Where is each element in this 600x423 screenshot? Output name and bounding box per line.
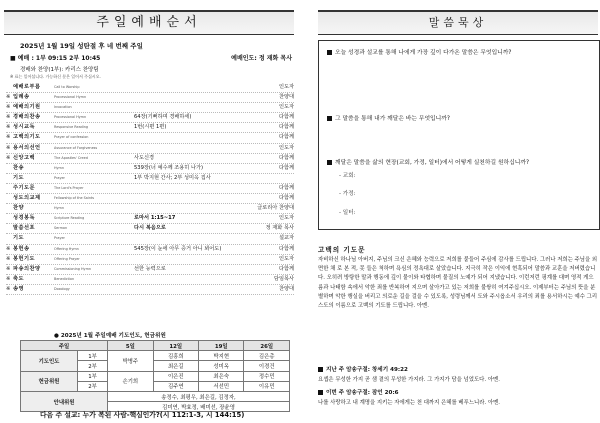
meditation-page <box>306 0 600 423</box>
sub-label: - 가정: <box>339 191 356 197</box>
order-item-leader: 다함께 <box>278 265 294 272</box>
order-item <box>6 204 294 214</box>
order-item-name: 예배로부름 <box>13 84 41 90</box>
order-item-name: 찬송 <box>13 164 25 171</box>
order-item-name: 성시교독 <box>13 124 36 131</box>
order-item-leader: 다함께 <box>278 114 294 121</box>
cell: 김은총 <box>244 351 290 361</box>
question-3 <box>327 157 529 166</box>
order-item <box>6 164 294 174</box>
date-line: 2025년 1월 19일 성탄절 후 네 번째 주일 <box>20 42 143 50</box>
cell: 김주연 <box>153 381 198 391</box>
order-item-name: 파송의찬양 <box>13 265 41 272</box>
cell: 정수민 <box>244 371 290 381</box>
schedule-title: ● 2025년 1월 주일예배 기도인도, 헌금위원 <box>54 333 166 339</box>
order-item-name: 성경봉독 <box>13 215 36 222</box>
order-item-english: Prayer of confession <box>54 135 89 140</box>
standing-mark: ※ <box>6 124 11 131</box>
order-item <box>6 255 294 265</box>
order-item-detail: 1부 박지현 간사; 2부 성미옥 집사 <box>134 174 211 181</box>
order-item-leader: 인도자 <box>278 84 294 90</box>
worship-leader: 예배인도: 정 재화 목사 <box>231 55 292 62</box>
cell: 최은길 <box>153 361 198 371</box>
order-item-name: 입례송 <box>13 94 30 101</box>
order-item <box>6 275 294 285</box>
order-item-english: Responsive Reading <box>54 125 89 130</box>
schedule-header: 주일 <box>21 341 108 351</box>
cell: 김미연, 박효정, 배미선, 장윤영 <box>108 402 290 412</box>
row-sub: 2부 <box>77 381 107 391</box>
row-label: 헌금위원 <box>21 371 78 391</box>
square-bullet-icon <box>327 116 332 121</box>
schedule-table <box>20 340 290 412</box>
order-item-name: 기도 <box>13 235 25 242</box>
order-item <box>6 194 294 204</box>
order-item-english: The Lord's Prayer <box>54 185 84 190</box>
order-item <box>6 83 294 93</box>
this-week-verse: 나를 사랑하고 내 계명을 지키는 자에게는 천 대까지 은혜를 베푸느니라. 아멘. <box>318 400 500 406</box>
praise-team: 경배와 찬양(1부): 카리스 찬양팀 <box>20 67 99 73</box>
standing-mark: ※ <box>6 144 11 151</box>
order-item-leader: 다함께 <box>278 154 294 161</box>
order-item-english: Call to Worship <box>54 85 80 89</box>
order-item-name: 봉헌기도 <box>13 255 36 262</box>
schedule-header: 26일 <box>244 341 290 351</box>
order-item <box>6 133 294 143</box>
order-item <box>6 285 294 295</box>
this-week-verse-heading <box>318 388 399 396</box>
cell: 박지현 <box>199 351 244 361</box>
service-info <box>10 53 292 62</box>
last-week-verse-heading <box>318 365 408 373</box>
order-item <box>6 224 294 234</box>
question-text: 오늘 성경과 설교를 통해 나에게 가장 깊이 다가온 말씀은 무엇입니까? <box>335 50 512 56</box>
standing-mark: ※ <box>6 94 11 101</box>
order-item-leader: 인도자 <box>278 255 294 262</box>
cell: 박병주 <box>108 351 153 371</box>
order-item-english: Doxology <box>54 286 70 291</box>
order-item-name: 신앙고백 <box>13 154 36 161</box>
service-times: ■ 예배 : 1부 09:15 2부 10:45 <box>10 55 101 62</box>
cell: 이경건 <box>244 361 290 371</box>
order-item-leader: 인도자 <box>278 215 294 222</box>
order-item <box>6 265 294 275</box>
question-2 <box>327 113 450 122</box>
next-sermon: 다음 주 설교: 누가 복된 사람-핵심인가?(시 112:1-3, 시 144:15) <box>40 411 245 419</box>
order-item-english: Offering Hymn <box>54 246 79 251</box>
order-item-name: 주기도문 <box>13 184 36 191</box>
order-item-leader: 인도자 <box>278 104 294 111</box>
verse-heading-text: 이번 주 암송구절: 잠언 20:6 <box>326 390 399 396</box>
row-sub: 1부 <box>77 371 107 381</box>
schedule-header: 12일 <box>153 341 198 351</box>
order-item <box>6 93 294 103</box>
order-item <box>6 214 294 224</box>
order-item-detail: 1번(시편 1편) <box>134 124 167 131</box>
cell: 서선민 <box>199 381 244 391</box>
sub-home <box>339 189 356 197</box>
question-box <box>318 40 600 230</box>
order-item <box>6 174 294 184</box>
order-item-leader: 다함께 <box>278 124 294 131</box>
order-item-leader: 담임목사 <box>273 275 294 282</box>
order-item-name: 경배의찬송 <box>13 114 41 121</box>
last-week-verse: 요셉은 무성한 가지 곧 샘 곁의 무성한 가지라. 그 가지가 담을 넘었도다. 아멘. <box>318 377 500 383</box>
question-1 <box>327 47 511 56</box>
order-item-english: Prayer <box>54 236 65 241</box>
order-item-leader: 찬양대 <box>278 285 294 292</box>
order-item-english: Hymn <box>54 165 65 170</box>
order-item-leader: 글로리아 찬양대 <box>257 205 294 212</box>
cell: 이유민 <box>244 381 290 391</box>
square-bullet-icon <box>327 160 332 165</box>
order-item-name: 기도 <box>13 174 25 181</box>
order-item <box>6 184 294 194</box>
standing-mark: ※ <box>6 285 11 292</box>
order-item <box>6 245 294 255</box>
order-item-english: Sermon <box>54 226 68 231</box>
sub-church <box>339 171 356 179</box>
order-item-name: 축도 <box>13 275 25 282</box>
square-bullet-icon <box>318 390 323 395</box>
order-item-leader: 찬양대 <box>278 94 294 101</box>
order-item-name: 예배의기원 <box>13 104 41 111</box>
standing-mark: ※ <box>6 275 11 282</box>
standing-mark: ※ <box>6 154 11 161</box>
order-item-english: Scripture Reading <box>54 216 85 221</box>
order-item-english: Invocation <box>54 105 72 110</box>
order-item-detail: 545장(이 눈에 아무 증거 아니 뵈어도) <box>134 245 222 252</box>
order-item-leader: 인도자 <box>278 144 294 151</box>
order-item-english: Prayer <box>54 175 65 180</box>
square-bullet-icon <box>327 50 332 55</box>
order-item-english: The Apostles' Creed <box>54 155 88 160</box>
order-item-detail: 사도신경 <box>134 154 155 161</box>
order-item-detail: 선한 능력으로 <box>134 265 166 272</box>
order-item-name: 찬양 <box>13 205 25 212</box>
order-item-name: 고백의기도 <box>13 134 41 141</box>
order-item-english: Fellowship of the Saints <box>54 196 95 201</box>
schedule-header: 19일 <box>199 341 244 351</box>
order-item-english: Hymn <box>54 206 65 211</box>
prayer-title: 고백의 기도문 <box>318 246 366 254</box>
standing-mark: ※ <box>6 265 11 272</box>
cell: 이은진 <box>153 371 198 381</box>
order-item-english: Assurance of Forgiveness <box>54 145 98 150</box>
order-item <box>6 234 294 244</box>
standing-mark: ※ <box>6 114 11 121</box>
order-list <box>6 83 294 295</box>
order-item-english: Offering Prayer <box>54 256 80 261</box>
order-item-leader: 다함께 <box>278 245 294 252</box>
row-sub: 2부 <box>77 361 107 371</box>
cell: 김흥희 <box>153 351 198 361</box>
prayer-text: 자비하신 하나님 아버지, 주님의 크신 은혜와 능력으로 저희를 붙들어 주심에 감사를 드립니다. 그러나 저희는 주님을 외면한 채 로 본 적, 못 들은 척하며 욕심의 정욕대로 살았습니다. 지극히 작은 이익에 현혹되어 말씀과 교훈을 저버렸습니다. 오히려 방탕한 말과 행동에 깊이 물이와 타협하며 물질의 노예가 되어 지냈습니다. 이런저런 핑계를 대며 영적 게으름과 나태함 속에서 악한 죄를 반복하여 지으며 살아가고 있는 저희를 불쌍히 여겨주십시오. 이제부터는 주님의 뜻을 분별하며 악한 행실을 버리고 의로운 길을 걸을 수 있도록, 성령님께서 도와 주시옵소서 우리의 죄를 용서하시는 예수 그리스도의 이름으로 고백의 기도를 드립니다. 아멘. <box>318 257 598 310</box>
order-item-name: 송영 <box>13 285 25 292</box>
order-item <box>6 154 294 164</box>
order-item-detail: 다시 복음으로 <box>134 225 166 232</box>
sub-label: - 일터: <box>339 210 356 216</box>
order-item-name: 성도의교제 <box>13 195 41 202</box>
question-text: 그 말씀을 통해 내가 깨달은 바는 무엇입니까? <box>335 116 450 122</box>
order-item-name: 말씀선포 <box>13 225 36 232</box>
order-item <box>6 123 294 133</box>
order-item-english: Benediction <box>54 276 75 281</box>
order-item-detail: 64장(기뻐하며 경배하세) <box>134 114 192 121</box>
standing-mark: ※ <box>6 245 11 252</box>
order-item-english: Commissioning Hymn <box>54 266 92 271</box>
order-item-detail: 539장(너 예수께 조용히 나가) <box>134 164 204 171</box>
order-item-leader: 설교자 <box>278 235 294 242</box>
row-label: 기도인도 <box>21 351 78 371</box>
sub-label: - 교회: <box>339 173 356 179</box>
standing-mark: ※ <box>6 134 11 141</box>
order-item-leader: 다함께 <box>278 195 294 202</box>
cell: 손기희 <box>108 371 153 391</box>
schedule-header: 5일 <box>108 341 153 351</box>
verse-heading-text: 지난 주 암송구절: 창세기 49:22 <box>326 367 408 373</box>
order-item <box>6 144 294 154</box>
cell: 성미옥 <box>199 361 244 371</box>
order-item-english: Processional Hymn <box>54 95 87 100</box>
order-item <box>6 103 294 113</box>
row-label: 안내위원 <box>21 391 108 411</box>
question-text: 깨달은 말씀을 삶의 현장(교회, 가정, 일터)에서 어떻게 실천하길 원하십니까? <box>335 160 530 166</box>
order-item-english: Processional Hymn <box>54 115 87 120</box>
sub-work <box>339 208 356 216</box>
order-item-leader: 다함께 <box>278 164 294 171</box>
standing-note: ※ 표는 일어섭니다. 가능하신 분은 일어서 주십시오. <box>10 74 101 79</box>
page-title: 주일예배순서 <box>4 10 294 35</box>
order-item-detail: 로마서 1:15~17 <box>134 215 176 222</box>
row-sub: 1부 <box>77 351 107 361</box>
standing-mark: ※ <box>6 255 11 262</box>
cell: 송정수, 최평우, 최은길, 김정자, <box>108 391 290 401</box>
square-bullet-icon <box>318 367 323 372</box>
standing-mark: ※ <box>6 104 11 111</box>
order-item-leader: 정 재화 목사 <box>265 225 294 232</box>
cell: 최은숙 <box>199 371 244 381</box>
meditation-title: 말씀묵상 <box>318 10 598 35</box>
order-item <box>6 113 294 123</box>
order-item-name: 봉헌송 <box>13 245 30 252</box>
order-item-leader: 다함께 <box>278 184 294 191</box>
order-item-name: 용서의선언 <box>13 144 41 151</box>
order-item-leader: 다함께 <box>278 134 294 141</box>
